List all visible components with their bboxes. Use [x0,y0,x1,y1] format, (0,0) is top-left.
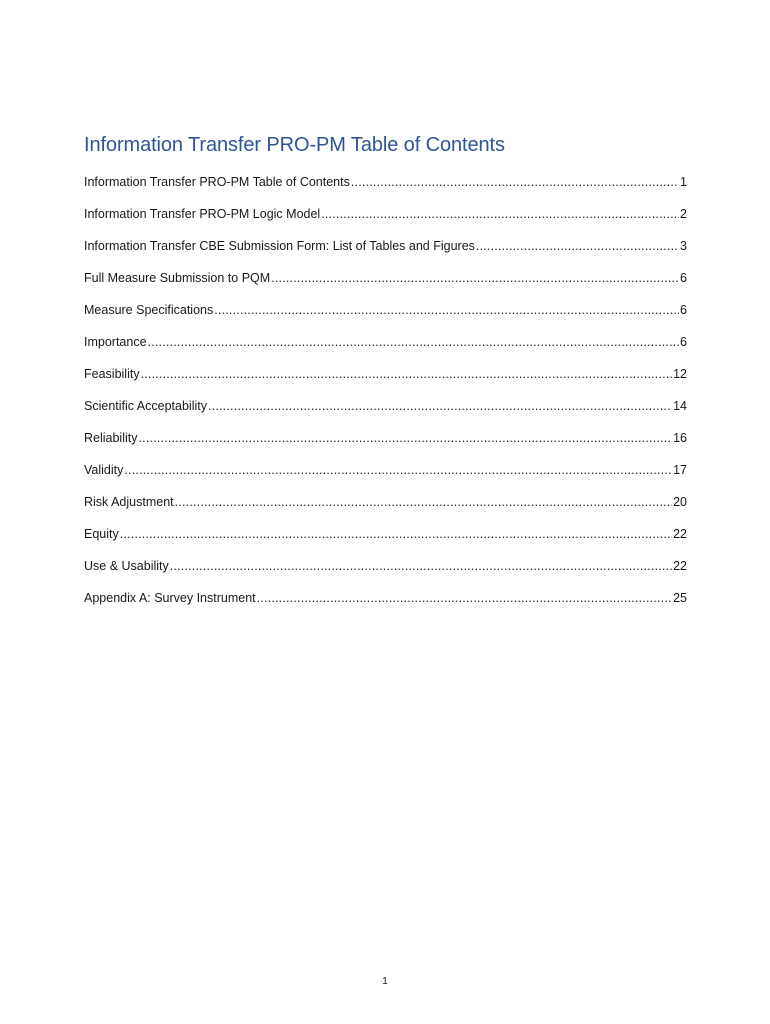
dot-leader [208,397,672,415]
toc-entry-label: Appendix A: Survey Instrument [84,591,256,605]
toc-entry-label: Importance [84,335,147,349]
toc-entry-tables-figures[interactable] [84,237,687,269]
toc-entry-page: 17 [673,463,687,477]
toc-entry-label: Information Transfer PRO-PM Table of Contents [84,175,350,189]
dot-leader [257,589,672,607]
toc-entry-page: 12 [673,367,687,381]
toc-entry-page: 6 [680,303,687,317]
toc-heading: Information Transfer PRO-PM Table of Contents [84,134,505,156]
toc-entry-page: 14 [673,399,687,413]
dot-leader [141,365,673,383]
toc-entry-risk-adjustment[interactable] [84,493,687,525]
toc-entry-feasibility[interactable] [84,365,687,397]
dot-leader [139,429,673,447]
toc-entry-page: 1 [680,175,687,189]
dot-leader [214,301,679,319]
dot-leader [170,557,672,575]
toc-entry-appendix-a[interactable] [84,589,687,621]
dot-leader [124,461,672,479]
toc-list [84,173,687,621]
dot-leader [321,205,679,223]
toc-entry-label: Reliability [84,431,138,445]
toc-entry-use-usability[interactable] [84,557,687,589]
toc-entry-page: 22 [673,559,687,573]
footer-page-number: 1 [382,976,388,987]
dot-leader [476,237,679,255]
toc-entry-logic-model[interactable] [84,205,687,237]
toc-entry-label: Validity [84,463,124,477]
dot-leader [148,333,680,351]
dot-leader [120,525,672,543]
toc-entry-full-measure-submission[interactable] [84,269,687,301]
toc-entry-scientific-acceptability[interactable] [84,397,687,429]
toc-entry-label: Feasibility [84,367,140,381]
toc-entry-page: 3 [680,239,687,253]
toc-entry-page: 20 [673,495,687,509]
toc-entry-label: Scientific Acceptability [84,399,207,413]
toc-entry-label: Equity [84,527,119,541]
toc-entry-validity[interactable] [84,461,687,493]
toc-entry-label: Measure Specifications [84,303,214,317]
dot-leader [271,269,679,287]
toc-entry-label: Risk Adjustment [84,495,174,509]
toc-entry-label: Information Transfer PRO-PM Logic Model [84,207,321,221]
toc-entry-page: 6 [680,335,687,349]
toc-entry-importance[interactable] [84,333,687,365]
toc-entry-page: 6 [680,271,687,285]
toc-entry-label: Use & Usability [84,559,169,573]
toc-entry-label: Information Transfer CBE Submission Form: List of Tables and Figures [84,239,475,253]
toc-entry-page: 2 [680,207,687,221]
toc-entry-toc[interactable] [84,173,687,205]
dot-leader [351,173,679,191]
toc-entry-label: Full Measure Submission to PQM [84,271,271,285]
dot-leader [175,493,672,511]
toc-entry-page: 16 [673,431,687,445]
toc-entry-page: 22 [673,527,687,541]
toc-entry-equity[interactable] [84,525,687,557]
toc-entry-page: 25 [673,591,687,605]
toc-entry-measure-specifications[interactable] [84,301,687,333]
toc-entry-reliability[interactable] [84,429,687,461]
